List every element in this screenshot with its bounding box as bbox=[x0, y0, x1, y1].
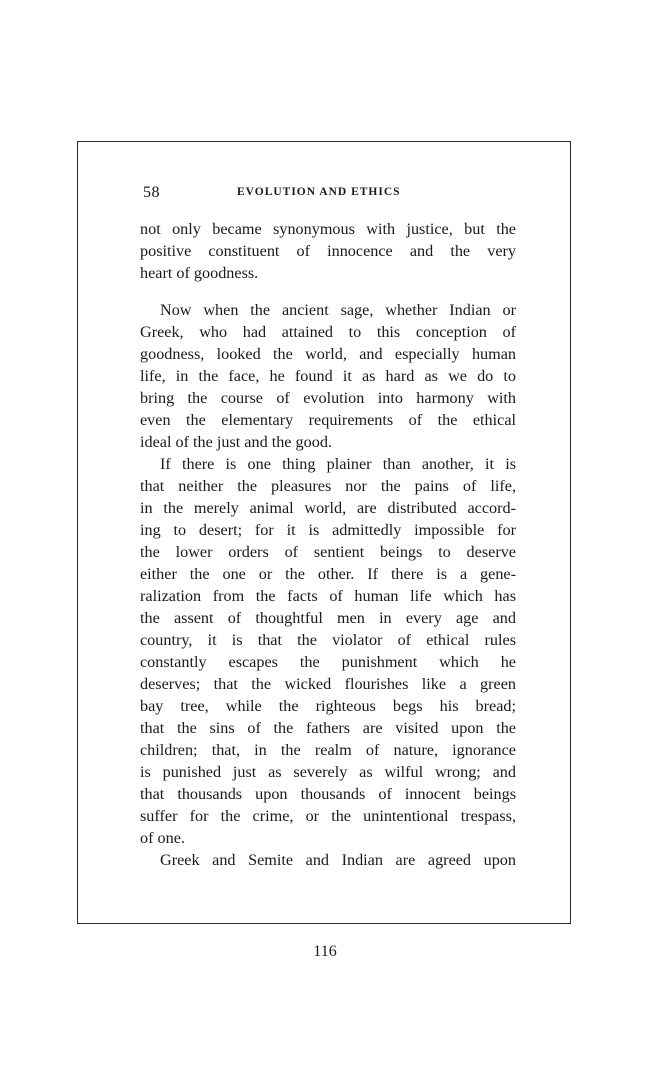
text-line: that neither the pleasures nor the pains of life, bbox=[140, 477, 516, 495]
text-line: country, it is that the violator of ethical rules bbox=[140, 631, 516, 649]
text-line: of one. bbox=[140, 829, 185, 847]
text-line: that the sins of the fathers are visited upon the bbox=[140, 719, 516, 737]
text-line: suffer for the crime, or the unintentional trespass, bbox=[140, 807, 516, 825]
text-line: that thousands upon thousands of innocent beings bbox=[140, 785, 516, 803]
folio-number: 116 bbox=[313, 943, 337, 960]
text-line: constantly escapes the punishment which he bbox=[140, 653, 516, 671]
text-line: is punished just as severely as wilful wrong; and bbox=[140, 763, 516, 781]
text-line: even the elementary requirements of the ethical bbox=[140, 411, 516, 429]
paragraph-gap bbox=[140, 284, 516, 299]
text-line: not only became synonymous with justice, but the bbox=[140, 220, 516, 238]
text-line: goodness, looked the world, and especially human bbox=[140, 345, 516, 363]
text-line: in the merely animal world, are distributed accord- bbox=[140, 499, 516, 517]
text-line: ing to desert; for it is admittedly impossible for bbox=[140, 521, 516, 539]
text-line: Now when the ancient sage, whether Indian or bbox=[160, 301, 516, 319]
text-line: Greek and Semite and Indian are agreed upon bbox=[160, 851, 516, 869]
text-line: the lower orders of sentient beings to deserve bbox=[140, 543, 516, 561]
text-line: bay tree, while the righteous begs his bread; bbox=[140, 697, 516, 715]
text-line: ideal of the just and the good. bbox=[140, 433, 332, 451]
text-line: Greek, who had attained to this conception of bbox=[140, 323, 516, 341]
running-title: EVOLUTION AND ETHICS bbox=[237, 186, 401, 198]
text-line: heart of goodness. bbox=[140, 264, 259, 282]
text-line: bring the course of evolution into harmony with bbox=[140, 389, 516, 407]
text-line: children; that, in the realm of nature, ignorance bbox=[140, 741, 516, 759]
text-line: ralization from the facts of human life which has bbox=[140, 587, 516, 605]
body-text bbox=[140, 218, 516, 871]
text-line: life, in the face, he found it as hard as we do to bbox=[140, 367, 516, 385]
page-number: 58 bbox=[143, 184, 160, 201]
running-head bbox=[143, 184, 521, 206]
text-line: If there is one thing plainer than another, it is bbox=[160, 455, 516, 473]
text-line: deserves; that the wicked flourishes like a green bbox=[140, 675, 516, 693]
text-line: either the one or the other. If there is a gene- bbox=[140, 565, 516, 583]
text-line: positive constituent of innocence and the very bbox=[140, 242, 516, 260]
text-line: the assent of thoughtful men in every age and bbox=[140, 609, 516, 627]
